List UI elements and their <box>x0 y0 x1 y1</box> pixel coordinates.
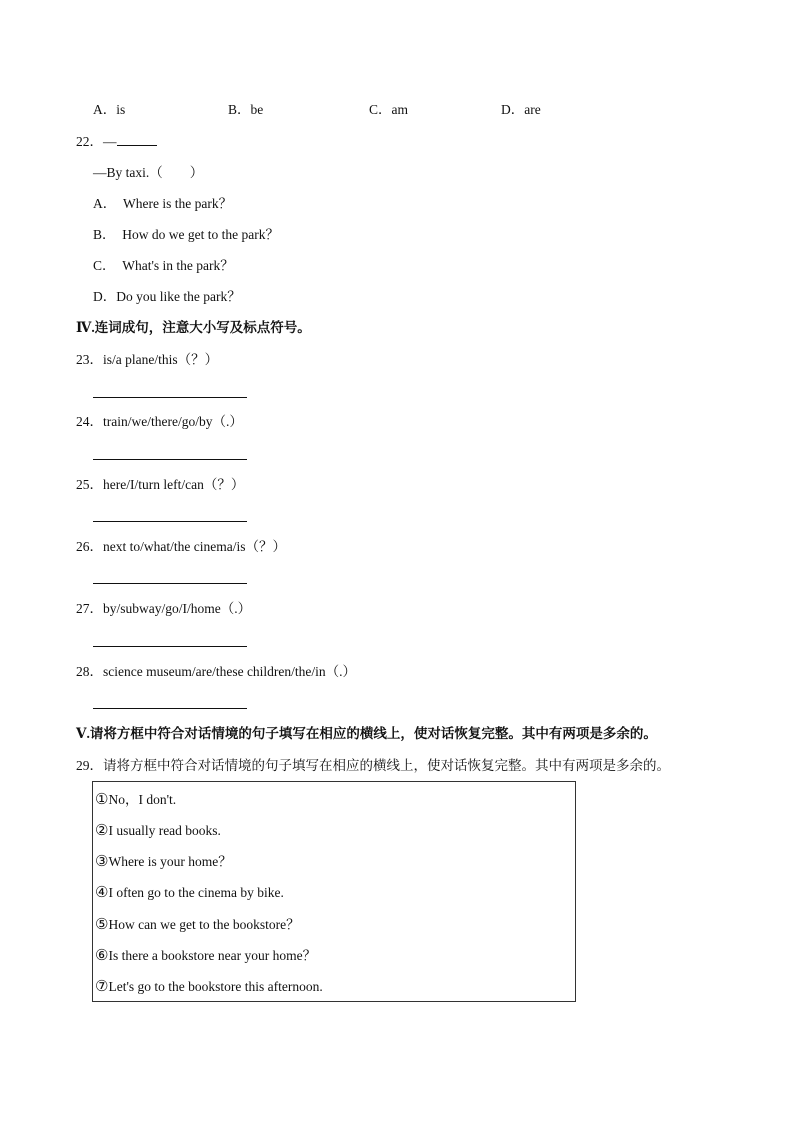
q21-option-c: C．am <box>369 102 408 117</box>
sentence-choice-box <box>92 781 576 1002</box>
choice-number: ② <box>95 823 109 839</box>
q27-answer-line[interactable] <box>93 646 247 647</box>
q22-option-d: D．Do you like the park？ <box>93 289 241 304</box>
q24-prompt: 24．train/we/there/go/by（.） <box>76 414 243 429</box>
section-5-heading: Ⅴ.请将方框中符合对话情境的句子填写在相应的横线上，使对话恢复完整。其中有两项是多余的。 <box>76 726 657 741</box>
choice-item-4 <box>95 884 284 902</box>
choice-number: ⑦ <box>95 979 109 995</box>
choice-text: Where is your home？ <box>108 854 232 869</box>
q22-option-b: B． How do we get to the park？ <box>93 227 279 242</box>
choice-text: No，I don't. <box>108 792 177 807</box>
q22-dash: — <box>103 134 117 149</box>
choice-text: I often go to the cinema by bike. <box>108 885 284 900</box>
q22-blank <box>117 133 157 146</box>
choice-item-3 <box>95 853 232 871</box>
q22-prompt <box>76 133 157 151</box>
q28-answer-line[interactable] <box>93 708 247 709</box>
choice-number: ④ <box>95 885 109 901</box>
section-4-heading: Ⅳ.连词成句，注意大小写及标点符号。 <box>76 320 311 335</box>
q23-prompt: 23．is/a plane/this（？） <box>76 352 219 367</box>
q28-prompt: 28．science museum/are/these children/the/in（.） <box>76 664 357 679</box>
q21-option-d: D．are <box>501 102 541 117</box>
q21-option-a: A．is <box>93 102 126 117</box>
q23-answer-line[interactable] <box>93 397 247 398</box>
q27-prompt: 27．by/subway/go/I/home（.） <box>76 601 252 616</box>
q25-prompt: 25．here/I/turn left/can（？） <box>76 477 245 492</box>
choice-text: Is there a bookstore near your home？ <box>108 948 317 963</box>
q26-prompt: 26．next to/what/the cinema/is（？） <box>76 539 286 554</box>
choice-item-5 <box>95 916 300 934</box>
choice-number: ① <box>95 792 109 808</box>
q26-answer-line[interactable] <box>93 583 247 584</box>
choice-text: I usually read books. <box>108 823 221 838</box>
q25-answer-line[interactable] <box>93 521 247 522</box>
choice-item-6 <box>95 947 316 965</box>
choice-text: Let's go to the bookstore this afternoon. <box>108 979 323 994</box>
q22-option-c: C． What's in the park？ <box>93 258 234 273</box>
choice-item-1 <box>95 791 176 809</box>
q24-answer-line[interactable] <box>93 459 247 460</box>
choice-text: How can we get to the bookstore？ <box>108 917 300 932</box>
choice-number: ③ <box>95 854 109 870</box>
choice-number: ⑤ <box>95 917 109 933</box>
q29-prompt: 29．请将方框中符合对话情境的句子填写在相应的横线上，使对话恢复完整。其中有两项是多余的。 <box>76 758 670 773</box>
q22-number: 22． <box>76 134 103 149</box>
choice-number: ⑥ <box>95 948 109 964</box>
choice-item-2 <box>95 822 221 840</box>
q22-option-a: A． Where is the park？ <box>93 196 233 211</box>
choice-item-7 <box>95 978 323 996</box>
q22-reply: —By taxi.（ ） <box>93 165 204 180</box>
q21-option-b: B．be <box>228 102 264 117</box>
